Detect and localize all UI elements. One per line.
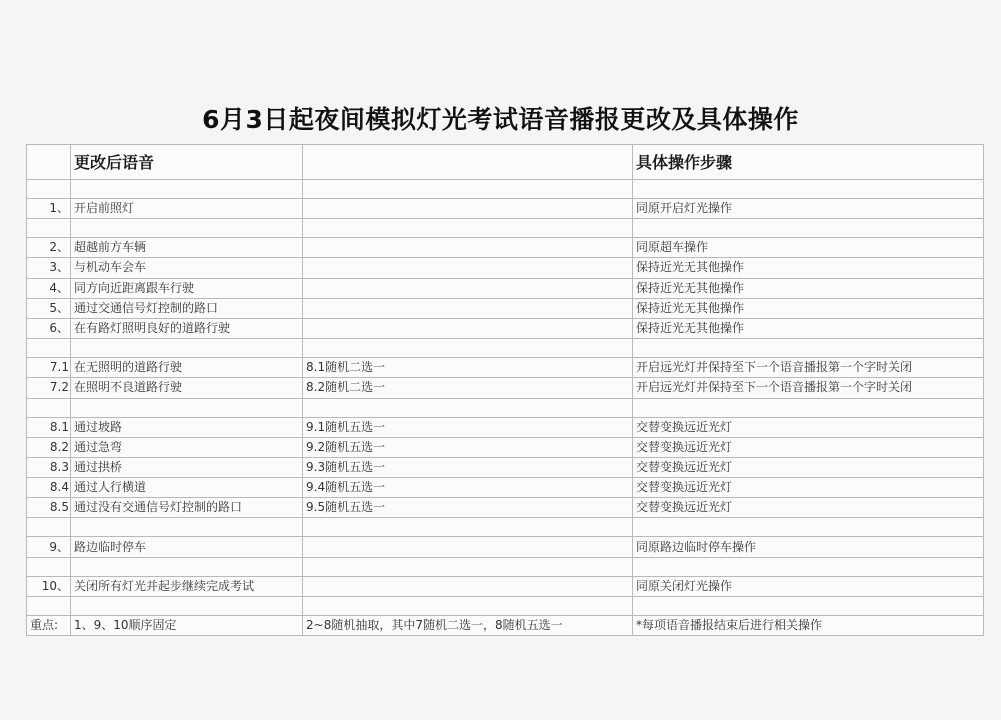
step-cell: 交替变换远近光灯 [633,417,984,437]
note-tip-cell: *每项语音播报结束后进行相关操作 [633,615,984,635]
note-order-cell: 1、9、10顺序固定 [71,615,303,635]
random-cell: 9.5随机五选一 [303,498,633,518]
random-cell: 9.1随机五选一 [303,417,633,437]
voice-cell: 通过人行横道 [71,478,303,498]
blank-cell [633,180,984,199]
step-cell: 交替变换远近光灯 [633,457,984,477]
blank-row [27,398,984,417]
row-number-cell: 8.3 [27,457,71,477]
blank-cell [303,398,633,417]
row-number-cell: 7.2 [27,378,71,398]
exam-steps-table [26,144,984,636]
blank-cell [71,219,303,238]
table-row [27,358,984,378]
blank-cell [633,398,984,417]
random-cell [303,199,633,219]
table-row [27,537,984,557]
blank-cell [303,596,633,615]
voice-cell: 开启前照灯 [71,199,303,219]
voice-cell: 通过坡路 [71,417,303,437]
blank-row [27,518,984,537]
blank-row [27,557,984,576]
blank-cell [303,518,633,537]
blank-cell [27,339,71,358]
table-row [27,298,984,318]
table-row [27,318,984,338]
voice-cell: 关闭所有灯光并起步继续完成考试 [71,576,303,596]
table-row [27,576,984,596]
voice-cell: 通过交通信号灯控制的路口 [71,298,303,318]
step-cell: 交替变换远近光灯 [633,437,984,457]
voice-cell: 通过拱桥 [71,457,303,477]
blank-row [27,339,984,358]
step-cell: 同原关闭灯光操作 [633,576,984,596]
header-steps-cell: 具体操作步骤 [633,145,984,180]
step-cell: 保持近光无其他操作 [633,298,984,318]
blank-cell [27,398,71,417]
row-number-cell: 8.5 [27,498,71,518]
row-number-cell: 5、 [27,298,71,318]
step-cell: 同原超车操作 [633,238,984,258]
row-number-cell: 7.1 [27,358,71,378]
random-cell [303,258,633,278]
table-row [27,437,984,457]
blank-cell [71,180,303,199]
blank-cell [633,339,984,358]
blank-cell [27,219,71,238]
random-cell [303,298,633,318]
table-row [27,238,984,258]
random-cell: 9.4随机五选一 [303,478,633,498]
table-row [27,278,984,298]
row-number-cell: 4、 [27,278,71,298]
header-random-cell [303,145,633,180]
header-voice-cell: 更改后语音 [71,145,303,180]
blank-cell [27,180,71,199]
note-random-cell: 2~8随机抽取，其中7随机二选一，8随机五选一 [303,615,633,635]
row-number-cell: 8.4 [27,478,71,498]
blank-cell [27,518,71,537]
random-cell: 9.2随机五选一 [303,437,633,457]
random-cell [303,576,633,596]
header-num-cell [27,145,71,180]
note-label-cell: 重点: [27,615,71,635]
step-cell: 交替变换远近光灯 [633,478,984,498]
note-row [27,615,984,635]
blank-row [27,219,984,238]
document-title: 6月3日起夜间模拟灯光考试语音播报更改及具体操作 [202,105,799,134]
voice-cell: 在无照明的道路行驶 [71,358,303,378]
row-number-cell: 9、 [27,537,71,557]
blank-cell [71,518,303,537]
blank-row [27,180,984,199]
step-cell: 保持近光无其他操作 [633,278,984,298]
table-body [27,145,984,636]
blank-cell [633,518,984,537]
blank-cell [71,557,303,576]
random-cell [303,318,633,338]
table-row [27,498,984,518]
blank-cell [303,180,633,199]
table-row [27,457,984,477]
row-number-cell: 1、 [27,199,71,219]
step-cell: 开启远光灯并保持至下一个语音播报第一个字时关闭 [633,378,984,398]
table-row [27,417,984,437]
row-number-cell: 8.1 [27,417,71,437]
table-row [27,478,984,498]
row-number-cell: 8.2 [27,437,71,457]
step-cell: 保持近光无其他操作 [633,318,984,338]
voice-cell: 在有路灯照明良好的道路行驶 [71,318,303,338]
voice-cell: 通过没有交通信号灯控制的路口 [71,498,303,518]
table-row [27,199,984,219]
voice-cell: 在照明不良道路行驶 [71,378,303,398]
step-cell: 交替变换远近光灯 [633,498,984,518]
random-cell [303,537,633,557]
step-cell: 保持近光无其他操作 [633,258,984,278]
random-cell: 8.1随机二选一 [303,358,633,378]
blank-row [27,596,984,615]
random-cell [303,278,633,298]
table-row [27,258,984,278]
blank-cell [303,219,633,238]
table-header-row [27,145,984,180]
row-number-cell: 3、 [27,258,71,278]
blank-cell [27,557,71,576]
blank-cell [71,596,303,615]
random-cell: 8.2随机二选一 [303,378,633,398]
random-cell [303,238,633,258]
step-cell: 开启远光灯并保持至下一个语音播报第一个字时关闭 [633,358,984,378]
random-cell: 9.3随机五选一 [303,457,633,477]
blank-cell [633,557,984,576]
voice-cell: 超越前方车辆 [71,238,303,258]
blank-cell [633,596,984,615]
step-cell: 同原开启灯光操作 [633,199,984,219]
row-number-cell: 6、 [27,318,71,338]
blank-cell [71,339,303,358]
step-cell: 同原路边临时停车操作 [633,537,984,557]
voice-cell: 通过急弯 [71,437,303,457]
voice-cell: 与机动车会车 [71,258,303,278]
blank-cell [633,219,984,238]
voice-cell: 路边临时停车 [71,537,303,557]
blank-cell [71,398,303,417]
blank-cell [303,557,633,576]
voice-cell: 同方向近距离跟车行驶 [71,278,303,298]
blank-cell [27,596,71,615]
row-number-cell: 10、 [27,576,71,596]
row-number-cell: 2、 [27,238,71,258]
blank-cell [303,339,633,358]
table-row [27,378,984,398]
